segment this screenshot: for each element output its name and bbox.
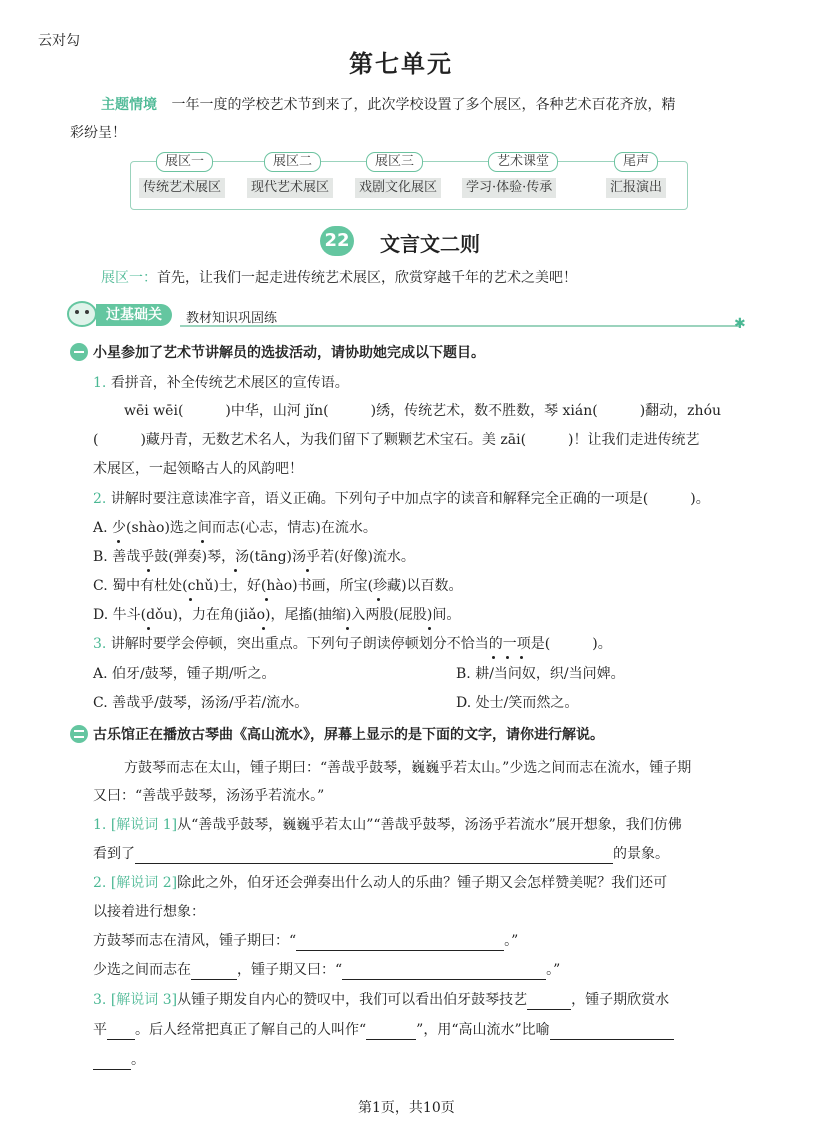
p2-q2-tag: [解说词 2] [110, 875, 178, 891]
p1-q2-option-c: C. 蜀中有杜处(chǔ)士，好(hào)书画，所宝(珍藏)以百数。 [93, 578, 463, 594]
lesson-number-badge: 22 [320, 226, 354, 256]
p1-q3-prompt: 讲解时要学会停顿，突出重点。下列句子朗读停顿划分不恰当的一项是( )。 [110, 636, 612, 652]
timeline-item-3: 戏剧文化展区 [355, 178, 441, 198]
page-footer: 第1页，共10页 [358, 1100, 455, 1116]
p2-q2-line-3 [93, 931, 518, 951]
answer-blank[interactable] [296, 934, 504, 951]
p2-passage-line-1: 方鼓琴而志在太山，锺子期曰：“善哉乎鼓琴，巍巍乎若太山。”少选之间而志在流水，锺子期 [124, 760, 692, 776]
emphasis-dot [262, 627, 265, 630]
answer-blank[interactable] [107, 1023, 135, 1040]
p2-q2-line-4 [93, 960, 560, 980]
emphasis-dot [520, 656, 523, 659]
p2-q3-line-1 [93, 990, 669, 1010]
timeline-label-3: 展区三 [366, 152, 423, 172]
intro-text: 首先，让我们一起走进传统艺术展区，欣赏穿越千年的艺术之美吧！ [157, 270, 577, 286]
answer-blank[interactable] [366, 1023, 416, 1040]
p2-q2-line3-pre: 方鼓琴而志在清风，锺子期曰：“ [93, 933, 297, 949]
p2-q3-line-3 [93, 1050, 145, 1070]
p2-q3-line2-c: ”，用“高山流水”比喻 [416, 1022, 550, 1038]
p2-q1-line2-post: 的景象。 [613, 846, 669, 862]
part2-bullet-icon [70, 725, 88, 743]
emphasis-dot [377, 598, 380, 601]
p1-q3-option-c: C. 善哉乎/鼓琴，汤汤/乎若/流水。 [93, 695, 309, 711]
p1-q2-option-a: A. 少(shào)选之间而志(心志，情志)在流水。 [93, 520, 377, 536]
p2-q2-line4-post: 。” [546, 962, 561, 978]
p2-q3-text-pre: 从锺子期发自内心的赞叹中，我们可以看出伯牙鼓琴技艺 [177, 992, 528, 1008]
timeline-item-4: 学习·体验·传承 [462, 178, 556, 198]
answer-blank[interactable] [342, 963, 546, 980]
part1-heading: 小星参加了艺术节讲解员的选拔活动，请协助她完成以下题目。 [93, 345, 485, 361]
p1-q2-prompt-line [93, 489, 710, 509]
p1-q2-number: 2. [93, 491, 107, 507]
theme-label: 主题情境 [101, 97, 157, 113]
timeline-label-1: 展区一 [156, 152, 213, 172]
p1-q2-prompt: 讲解时要注意读准字音，语义正确。下列句子中加点字的读音和解释完全正确的一项是( )。 [110, 491, 710, 507]
emphasis-dot [189, 598, 192, 601]
timeline-item-1: 传统艺术展区 [139, 178, 225, 198]
answer-blank[interactable] [527, 993, 571, 1010]
p2-q2-text: 除此之外，伯牙还会弹奏出什么动人的乐曲？锺子期又会怎样赞美呢？我们还可 [177, 875, 668, 891]
p2-q3-line2-b: 。后人经常把真正了解自己的人叫作“ [135, 1022, 367, 1038]
section-subtitle: 教材知识巩固练 [186, 311, 278, 326]
p2-q1-line-1 [93, 815, 682, 835]
emphasis-dot [147, 627, 150, 630]
emphasis-dot [147, 569, 150, 572]
p2-q1-text: 从“善哉乎鼓琴，巍巍乎若太山”“善哉乎鼓琴，汤汤乎若流水”展开想象，我们仿佛 [177, 817, 682, 833]
p2-q2-line4-mid: ，锺子期又曰：“ [237, 962, 343, 978]
p2-q2-line4-pre: 少选之间而志在 [93, 962, 191, 978]
p1-q1-line-3: 术展区，一起领略古人的风韵吧！ [93, 461, 303, 477]
answer-blank[interactable] [191, 963, 237, 980]
p2-q3-number: 3. [93, 992, 107, 1008]
p2-q3-line3-end: 。 [131, 1052, 145, 1068]
p1-q3-option-d: D. 处士/笑而然之。 [456, 695, 579, 711]
mascot-icon [66, 298, 98, 328]
emphasis-dot [346, 627, 349, 630]
p1-q3-option-a: A. 伯牙/鼓琴，锺子期/听之。 [93, 666, 276, 682]
p2-q1-line-2 [93, 844, 669, 864]
theme-line-1 [101, 95, 675, 115]
p1-q3-prompt-line [93, 634, 612, 654]
timeline-item-5: 汇报演出 [606, 178, 666, 198]
timeline-label-5: 尾声 [614, 152, 658, 172]
emphasis-dot [306, 569, 309, 572]
emphasis-dot [117, 540, 120, 543]
section-rule [180, 325, 740, 327]
p2-q2-line3-post: 。” [504, 933, 519, 949]
emphasis-dot [492, 656, 495, 659]
emphasis-dot [506, 656, 509, 659]
p1-q3-option-b: B. 耕/当问奴，织/当问婢。 [456, 666, 625, 682]
p2-q3-tag: [解说词 3] [110, 992, 178, 1008]
theme-text-2: 彩纷呈！ [70, 125, 126, 141]
timeline-label-4: 艺术课堂 [488, 152, 558, 172]
watermark: 云对勾 [38, 33, 80, 49]
intro-line [101, 268, 577, 288]
lesson-title: 文言文二则 [380, 232, 480, 256]
p1-q2-option-d: D. 牛斗(dǒu)，力在角(jiǎo)，尾搐(抽缩)入两股(屁股)间。 [93, 607, 461, 623]
p2-q3-text-post: ，锺子期欣赏水 [571, 992, 670, 1008]
emphasis-dot [234, 569, 237, 572]
p2-q3-line-2 [93, 1020, 674, 1040]
unit-title: 第七单元 [349, 49, 453, 78]
emphasis-dot [265, 598, 268, 601]
emphasis-dot [201, 540, 204, 543]
answer-blank[interactable] [550, 1023, 674, 1040]
timeline-label-2: 展区二 [264, 152, 321, 172]
p2-q2-line-2: 以接着进行想象： [93, 904, 205, 920]
p2-q2-line-1 [93, 873, 667, 893]
emphasis-dot [428, 627, 431, 630]
part1-bullet-icon [70, 343, 88, 361]
p1-q1-prompt-line [93, 373, 349, 393]
p1-q1-line-1: wēi wēi( )中华，山河 jǐn( )绣，传统艺术，数不胜数，琴 xián( )翻动，zhóu [124, 403, 722, 419]
part2-heading: 古乐馆正在播放古琴曲《高山流水》，屏幕上显示的是下面的文字，请你进行解说。 [93, 727, 604, 743]
p2-q3-line2-a: 平 [93, 1022, 107, 1038]
p2-q1-line2-pre: 看到了 [93, 846, 135, 862]
p1-q2-option-b: B. 善哉乎鼓(弹奏)琴，汤(tāng)汤乎若(好像)流水。 [93, 549, 415, 565]
p2-passage-line-2: 又曰：“善哉乎鼓琴，汤汤乎若流水。” [93, 788, 325, 804]
p2-q1-number: 1. [93, 817, 107, 833]
p1-q1-line-2: ( )藏丹青，无数艺术名人，为我们留下了颗颗艺术宝石。美 zāi( )！让我们走进传统艺 [93, 432, 700, 448]
p1-q1-number: 1. [93, 375, 107, 391]
p2-q1-tag: [解说词 1] [110, 817, 178, 833]
answer-blank[interactable] [93, 1053, 131, 1070]
theme-text-1: 一年一度的学校艺术节到来了，此次学校设置了多个展区，各种艺术百花齐放，精 [171, 97, 676, 113]
star-icon: ✱ [734, 316, 746, 332]
answer-blank[interactable] [135, 847, 613, 864]
p2-q2-number: 2. [93, 875, 107, 891]
section-banner: 过基础关 [96, 304, 172, 326]
timeline-item-2: 现代艺术展区 [247, 178, 333, 198]
p1-q1-prompt: 看拼音，补全传统艺术展区的宣传语。 [110, 375, 349, 391]
p1-q3-number: 3. [93, 636, 107, 652]
intro-label: 展区一： [101, 270, 157, 286]
